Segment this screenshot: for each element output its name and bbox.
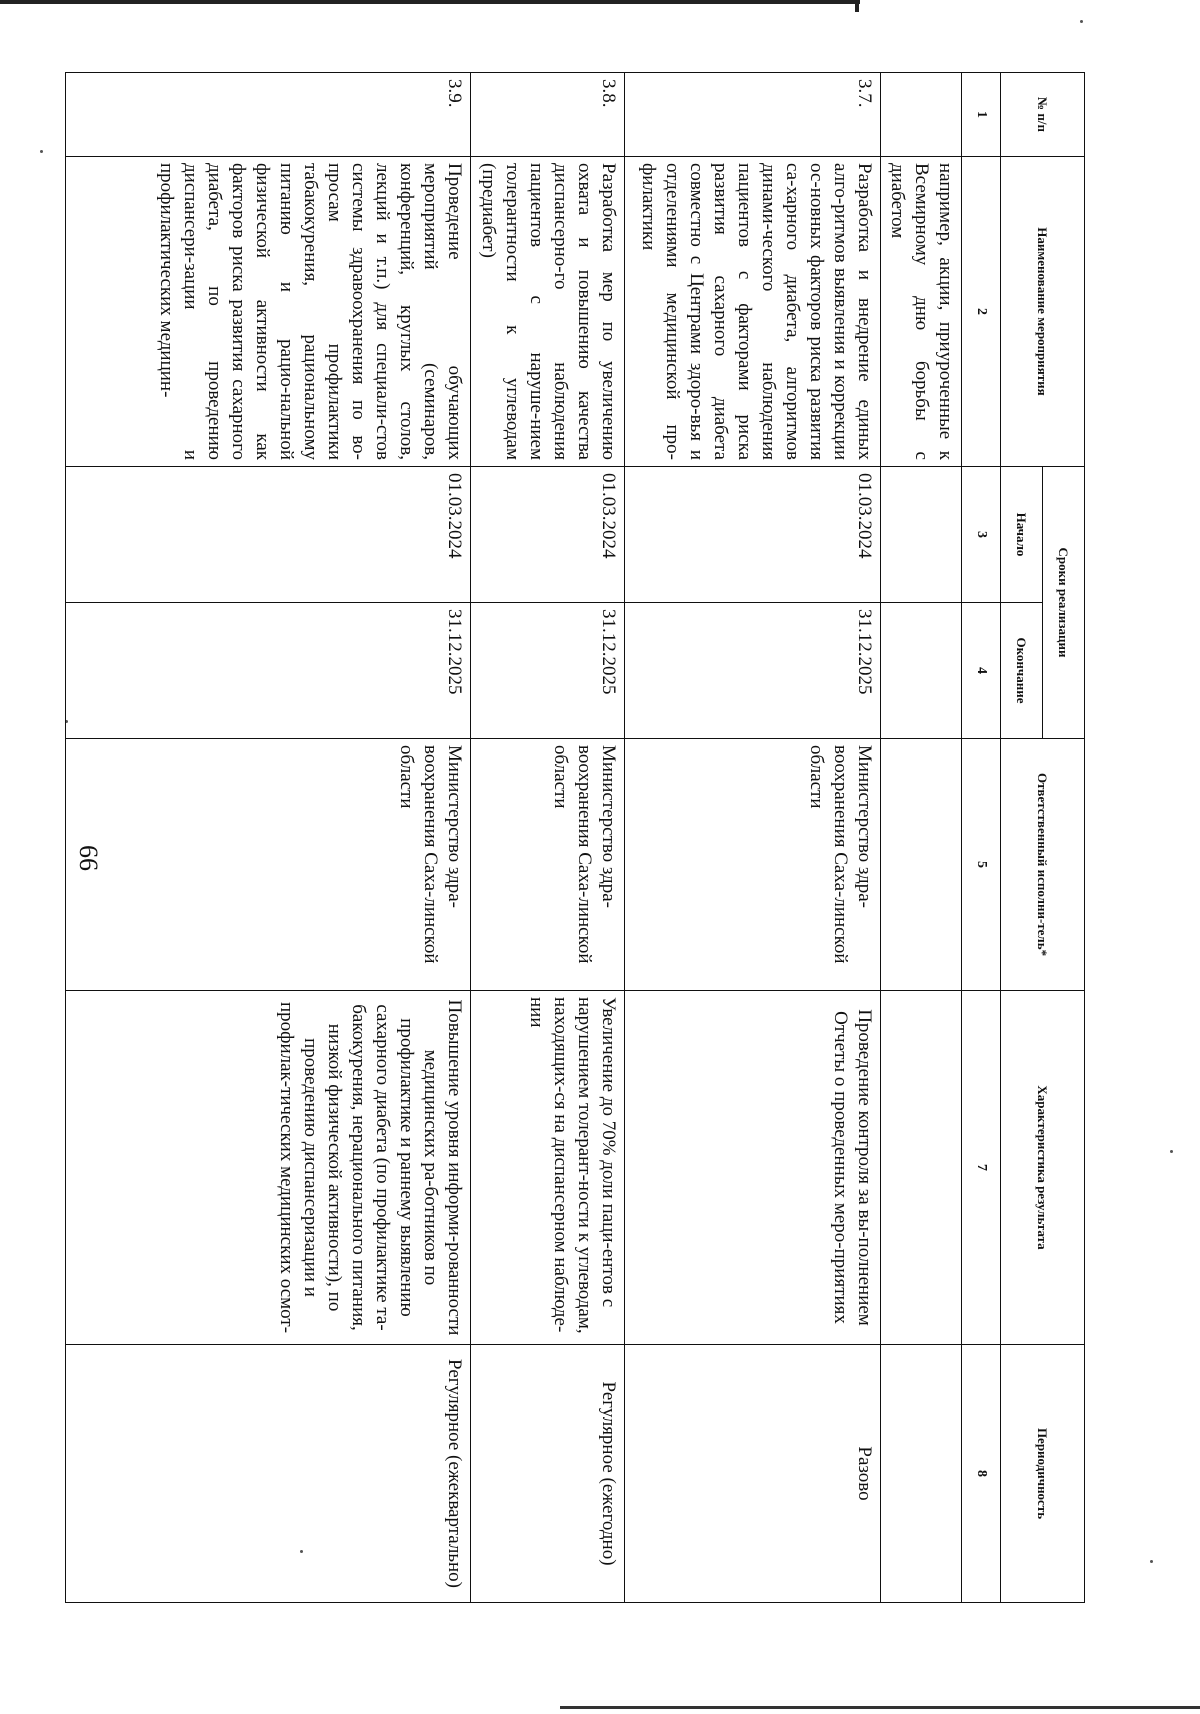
row-number: 3.7. xyxy=(625,73,881,157)
row-start-date: 01.03.2024 xyxy=(66,467,471,603)
row-number xyxy=(881,73,962,157)
page-number: 66 xyxy=(74,845,103,871)
header-executor: Ответственный исполни-тель* xyxy=(1001,739,1085,991)
row-activity-name: Разработка мер по увеличению охвата и повышению качества диспансерно-го наблюдения пациентов с наруше-нием толерантности к углеводам (предиабет) xyxy=(471,157,625,467)
row-start-date xyxy=(881,467,962,603)
header-deadlines: Сроки реализации xyxy=(1043,467,1085,739)
table-row xyxy=(66,73,471,1603)
row-executor: Министерство здра-воохранения Саха-линской области xyxy=(66,739,471,991)
row-activity-name: Разработка и внедрение единых алго-ритмов выявления и коррекции ос-новных факторов риска развития са-харного диабета, алгоритмов динами-ческого наблюдения пациентов с факторами риска развития сахарного диабета совместно с Центрами здоро-вья и отделениями медицинской про-филактики xyxy=(625,157,881,467)
row-end-date: 31.12.2025 xyxy=(471,603,625,739)
row-periodicity: Регулярное (ежеквартально) xyxy=(66,1345,471,1603)
row-result: Проведение контроля за вы-полнением Отчеты о проведенных меро-приятиях xyxy=(625,991,881,1345)
row-activity-name: Проведение обучающих мероприятий (семинаров, конференций, круглых столов, лекций и т.п.) для специали-стов системы здравоохранения по во-просам профилактики табакокурения, рациональному питанию и рацио-нальной физической активности как факторов риска развития сахарного диабета, по проведению диспансери-зации и профилактических медицин- xyxy=(66,157,471,467)
header-col-number: 1 xyxy=(962,73,1001,157)
header-result: Характеристика результата xyxy=(1001,991,1085,1345)
table-row xyxy=(471,73,625,1603)
row-start-date: 01.03.2024 xyxy=(471,467,625,603)
header-number: № п/п xyxy=(1001,73,1085,157)
activities-table xyxy=(65,72,1085,1602)
row-periodicity xyxy=(881,1345,962,1603)
table-row xyxy=(625,73,881,1603)
row-end-date xyxy=(881,603,962,739)
row-end-date: 31.12.2025 xyxy=(625,603,881,739)
header-col-number: 5 xyxy=(962,739,1001,991)
row-executor: Министерство здра-воохранения Саха-линской области xyxy=(471,739,625,991)
row-result xyxy=(881,991,962,1345)
row-start-date: 01.03.2024 xyxy=(625,467,881,603)
header-activity-name: Наименование мероприятия xyxy=(1001,157,1085,467)
header-col-number: 8 xyxy=(962,1345,1001,1603)
header-col-number: 4 xyxy=(962,603,1001,739)
row-executor xyxy=(881,739,962,991)
row-periodicity: Разово xyxy=(625,1345,881,1603)
header-periodicity: Периодичность xyxy=(1001,1345,1085,1603)
table-row xyxy=(881,73,962,1603)
header-col-number: 2 xyxy=(962,157,1001,467)
header-col-number: 3 xyxy=(962,467,1001,603)
row-result: Увеличение до 70% доли паци-ентов с нарушением толерант-ности к углеводам, находящих-ся на диспансерном наблюде-нии xyxy=(471,991,625,1345)
row-number: 3.8. xyxy=(471,73,625,157)
row-end-date: 31.12.2025 xyxy=(66,603,471,739)
row-activity-name: например, акции, приуроченные к Всемирному дню борьбы с диабетом xyxy=(881,157,962,467)
row-result: Повышение уровня информи-рованности медицинских ра-ботников по профилактике и раннему выявлению сахарного диабета (по профилактике та-бакокурения, нерационального питания, низкой физической активности), по проведению диспансеризации и профилак-тических медицинских осмот- xyxy=(66,991,471,1345)
row-executor: Министерство здра-воохранения Саха-линской области xyxy=(625,739,881,991)
header-end: Окончание xyxy=(1001,603,1043,739)
header-col-number: 7 xyxy=(962,991,1001,1345)
header-start: Начало xyxy=(1001,467,1043,603)
row-number: 3.9. xyxy=(66,73,471,157)
row-periodicity: Регулярное (ежегодно) xyxy=(471,1345,625,1603)
